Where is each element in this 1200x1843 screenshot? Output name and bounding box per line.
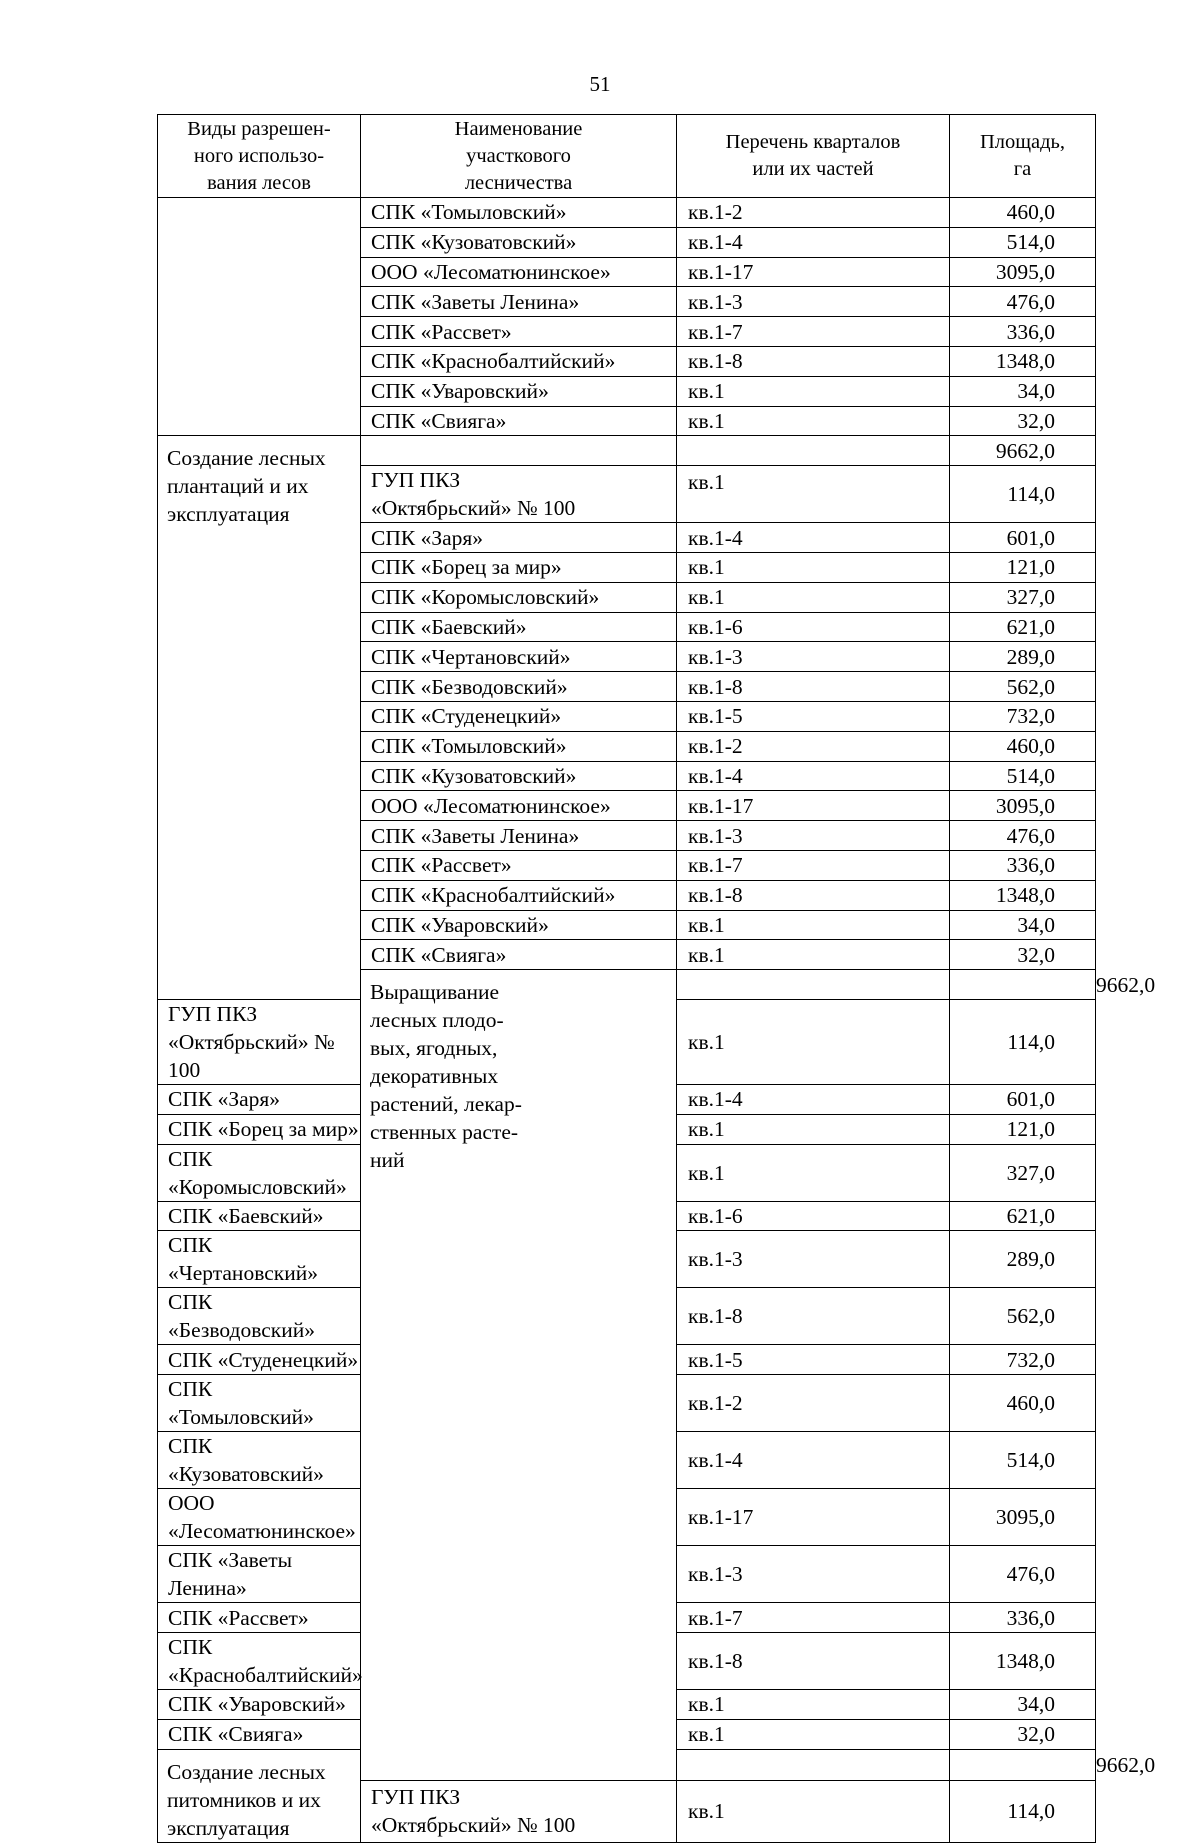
quarters-cell: кв.1 bbox=[677, 552, 950, 582]
forestry-name-cell: ООО «Лесоматюнинское» bbox=[158, 1489, 361, 1546]
table-header bbox=[158, 115, 1096, 198]
forestry-name-cell: СПК «Свияга» bbox=[361, 406, 677, 436]
quarters-cell: кв.1-6 bbox=[677, 1201, 950, 1231]
table-row: Выращивание лесных плодо- вых, ягодных, декоративных растений, лекар- ственных расте- ний 9662,0 bbox=[158, 970, 1096, 1000]
area-cell: 114,0 bbox=[950, 999, 1096, 1084]
table-body bbox=[158, 198, 1156, 1843]
forestry-name-cell: СПК «Заветы Ленина» bbox=[361, 821, 677, 851]
table-row: Создание лесных питомников и их эксплуатация 9662,0 bbox=[158, 1749, 1096, 1781]
area-cell: 3095,0 bbox=[950, 1489, 1096, 1546]
quarters-cell bbox=[677, 436, 950, 466]
forestry-name-cell: ООО «Лесоматюнинское» bbox=[361, 791, 677, 821]
area-cell: 621,0 bbox=[950, 612, 1096, 642]
forestry-name-cell: СПК «Коромысловский» bbox=[158, 1144, 361, 1201]
forestry-name-cell: СПК «Заветы Ленина» bbox=[361, 287, 677, 317]
header-area-label: Площадь, га bbox=[979, 131, 1066, 180]
use-type-cell-continued bbox=[158, 198, 361, 436]
quarters-cell: кв.1-2 bbox=[677, 731, 950, 761]
quarters-cell: кв.1 bbox=[677, 1689, 950, 1719]
quarters-cell: кв.1 bbox=[677, 940, 950, 970]
quarters-cell: кв.1 bbox=[677, 376, 950, 406]
forestry-name-cell: СПК «Кузоватовский» bbox=[158, 1432, 361, 1489]
forestry-name-cell: СПК «Рассвет» bbox=[158, 1603, 361, 1633]
forestry-name-cell: ГУП ПКЗ «Октябрьский» № 100 bbox=[361, 466, 677, 523]
quarters-cell bbox=[950, 970, 1096, 1000]
header-use-type bbox=[158, 115, 361, 198]
area-cell: 460,0 bbox=[950, 198, 1096, 228]
area-cell: 327,0 bbox=[950, 1144, 1096, 1201]
forestry-name-cell: СПК «Баевский» bbox=[158, 1201, 361, 1231]
forestry-name-cell bbox=[677, 970, 950, 1000]
forestry-name-cell: СПК «Чертановский» bbox=[361, 642, 677, 672]
forestry-name-cell: СПК «Безводовский» bbox=[158, 1288, 361, 1345]
forestry-name-cell: СПК «Краснобалтийский» bbox=[158, 1632, 361, 1689]
forestry-name-cell: СПК «Томыловский» bbox=[361, 731, 677, 761]
area-cell: 732,0 bbox=[950, 1345, 1096, 1375]
quarters-cell: кв.1-4 bbox=[677, 761, 950, 791]
quarters-cell: кв.1 bbox=[677, 406, 950, 436]
quarters-cell: кв.1-8 bbox=[677, 1288, 950, 1345]
forestry-name-cell bbox=[677, 1749, 950, 1781]
forestry-name-cell: ГУП ПКЗ «Октябрьский» № 100 bbox=[158, 999, 361, 1084]
quarters-cell: кв.1-8 bbox=[677, 346, 950, 376]
use-type-cell: Создание лесных плантаций и их эксплуатация bbox=[158, 436, 361, 1000]
quarters-cell: кв.1-4 bbox=[677, 523, 950, 553]
forestry-name-cell: СПК «Кузоватовский» bbox=[361, 761, 677, 791]
header-area bbox=[950, 115, 1096, 198]
quarters-cell: кв.1-8 bbox=[677, 880, 950, 910]
area-cell: 562,0 bbox=[950, 1288, 1096, 1345]
forestry-name-cell: СПК «Баевский» bbox=[361, 612, 677, 642]
area-cell: 327,0 bbox=[950, 582, 1096, 612]
area-cell: 1348,0 bbox=[950, 346, 1096, 376]
area-cell: 34,0 bbox=[950, 1689, 1096, 1719]
forestry-name-cell: ГУП ПКЗ «Октябрьский» № 100 bbox=[361, 1781, 677, 1842]
area-cell: 289,0 bbox=[950, 642, 1096, 672]
area-cell: 476,0 bbox=[950, 1546, 1096, 1603]
quarters-cell: кв.1-3 bbox=[677, 287, 950, 317]
forestry-name-cell: СПК «Борец за мир» bbox=[361, 552, 677, 582]
area-cell: 562,0 bbox=[950, 672, 1096, 702]
forestry-name-cell: СПК «Чертановский» bbox=[158, 1231, 361, 1288]
quarters-cell: кв.1-2 bbox=[677, 198, 950, 228]
quarters-cell bbox=[950, 1749, 1096, 1781]
area-cell: 476,0 bbox=[950, 821, 1096, 851]
forestry-name-cell: СПК «Томыловский» bbox=[158, 1375, 361, 1432]
quarters-cell: кв.1-5 bbox=[677, 701, 950, 731]
area-cell: 121,0 bbox=[950, 552, 1096, 582]
header-row bbox=[158, 115, 1096, 198]
area-cell: 34,0 bbox=[950, 376, 1096, 406]
quarters-cell: кв.1-17 bbox=[677, 791, 950, 821]
forestry-name-cell: СПК «Заветы Ленина» bbox=[158, 1546, 361, 1603]
table-row bbox=[158, 198, 1096, 228]
quarters-cell: кв.1 bbox=[677, 910, 950, 940]
area-cell: 3095,0 bbox=[950, 791, 1096, 821]
forestry-name-cell: СПК «Борец за мир» bbox=[158, 1114, 361, 1144]
area-cell: 336,0 bbox=[950, 317, 1096, 347]
forestry-name-cell: СПК «Уваровский» bbox=[361, 376, 677, 406]
quarters-cell: кв.1-8 bbox=[677, 1632, 950, 1689]
page-number: 51 bbox=[589, 72, 611, 96]
area-cell: 32,0 bbox=[950, 406, 1096, 436]
area-cell: 732,0 bbox=[950, 701, 1096, 731]
area-cell: 514,0 bbox=[950, 761, 1096, 791]
forestry-name-cell: СПК «Краснобалтийский» bbox=[361, 346, 677, 376]
forestry-name-cell: СПК «Свияга» bbox=[158, 1719, 361, 1749]
quarters-cell: кв.1-6 bbox=[677, 612, 950, 642]
area-cell: 601,0 bbox=[950, 523, 1096, 553]
forestry-name-cell: ООО «Лесоматюнинское» bbox=[361, 257, 677, 287]
quarters-cell: кв.1-7 bbox=[677, 317, 950, 347]
area-cell: 1348,0 bbox=[950, 880, 1096, 910]
forestry-name-cell: СПК «Студенецкий» bbox=[361, 701, 677, 731]
forestry-name-cell: СПК «Безводовский» bbox=[361, 672, 677, 702]
header-forestry-name-label: Наименование участкового лесничества bbox=[454, 117, 583, 194]
use-type-cell: Выращивание лесных плодо- вых, ягодных, декоративных растений, лекар- ственных расте- ний bbox=[361, 970, 677, 1781]
header-quarters-list bbox=[677, 115, 950, 198]
area-cell: 114,0 bbox=[950, 466, 1096, 523]
area-cell: 621,0 bbox=[950, 1201, 1096, 1231]
quarters-cell: кв.1 bbox=[677, 1781, 950, 1842]
quarters-cell: кв.1 bbox=[677, 1144, 950, 1201]
area-cell: 3095,0 bbox=[950, 257, 1096, 287]
area-cell: 32,0 bbox=[950, 940, 1096, 970]
area-cell: 9662,0 bbox=[950, 436, 1096, 466]
forestry-name-cell: СПК «Свияга» bbox=[361, 940, 677, 970]
quarters-cell: кв.1 bbox=[677, 582, 950, 612]
quarters-cell: кв.1-4 bbox=[677, 1084, 950, 1114]
quarters-cell: кв.1 bbox=[677, 1114, 950, 1144]
header-forestry-name bbox=[361, 115, 677, 198]
quarters-cell: кв.1 bbox=[677, 466, 950, 523]
quarters-cell: кв.1-8 bbox=[677, 672, 950, 702]
quarters-cell: кв.1-3 bbox=[677, 1231, 950, 1288]
quarters-cell: кв.1-3 bbox=[677, 1546, 950, 1603]
quarters-cell: кв.1 bbox=[677, 999, 950, 1084]
forestry-name-cell: СПК «Заря» bbox=[158, 1084, 361, 1114]
forestry-name-cell: СПК «Уваровский» bbox=[158, 1689, 361, 1719]
area-cell: 460,0 bbox=[950, 1375, 1096, 1432]
area-cell: 32,0 bbox=[950, 1719, 1096, 1749]
forestry-name-cell: СПК «Студенецкий» bbox=[158, 1345, 361, 1375]
area-cell: 289,0 bbox=[950, 1231, 1096, 1288]
forestry-name-cell: СПК «Краснобалтийский» bbox=[361, 880, 677, 910]
area-cell: 121,0 bbox=[950, 1114, 1096, 1144]
quarters-cell: кв.1-4 bbox=[677, 1432, 950, 1489]
forestry-name-cell bbox=[361, 436, 677, 466]
quarters-cell: кв.1-3 bbox=[677, 642, 950, 672]
area-cell: 514,0 bbox=[950, 1432, 1096, 1489]
area-cell: 1348,0 bbox=[950, 1632, 1096, 1689]
forestry-name-cell: СПК «Коромысловский» bbox=[361, 582, 677, 612]
forestry-name-cell: СПК «Уваровский» bbox=[361, 910, 677, 940]
use-type-cell: Создание лесных питомников и их эксплуатация bbox=[158, 1749, 361, 1842]
quarters-cell: кв.1-17 bbox=[677, 1489, 950, 1546]
header-use-type-label: Виды разрешен- ного использо- вания лесов bbox=[187, 117, 331, 194]
forestry-name-cell: СПК «Рассвет» bbox=[361, 850, 677, 880]
quarters-cell: кв.1-7 bbox=[677, 1603, 950, 1633]
table-row bbox=[158, 436, 1096, 466]
quarters-cell: кв.1-3 bbox=[677, 821, 950, 851]
quarters-cell: кв.1-17 bbox=[677, 257, 950, 287]
area-cell: 460,0 bbox=[950, 731, 1096, 761]
area-cell: 336,0 bbox=[950, 1603, 1096, 1633]
quarters-cell: кв.1-5 bbox=[677, 1345, 950, 1375]
forestry-name-cell: СПК «Томыловский» bbox=[361, 198, 677, 228]
quarters-cell: кв.1 bbox=[677, 1719, 950, 1749]
area-cell: 601,0 bbox=[950, 1084, 1096, 1114]
quarters-cell: кв.1-7 bbox=[677, 850, 950, 880]
forestry-name-cell: СПК «Кузоватовский» bbox=[361, 227, 677, 257]
area-cell: 476,0 bbox=[950, 287, 1096, 317]
forest-use-table bbox=[157, 114, 1156, 1843]
area-cell: 34,0 bbox=[950, 910, 1096, 940]
quarters-cell: кв.1-2 bbox=[677, 1375, 950, 1432]
header-quarters-list-label: Перечень кварталов или их частей bbox=[725, 131, 901, 180]
quarters-cell: кв.1-4 bbox=[677, 227, 950, 257]
area-cell: 336,0 bbox=[950, 850, 1096, 880]
forestry-name-cell: СПК «Рассвет» bbox=[361, 317, 677, 347]
area-cell: 114,0 bbox=[950, 1781, 1096, 1842]
area-cell: 514,0 bbox=[950, 227, 1096, 257]
forestry-name-cell: СПК «Заря» bbox=[361, 523, 677, 553]
